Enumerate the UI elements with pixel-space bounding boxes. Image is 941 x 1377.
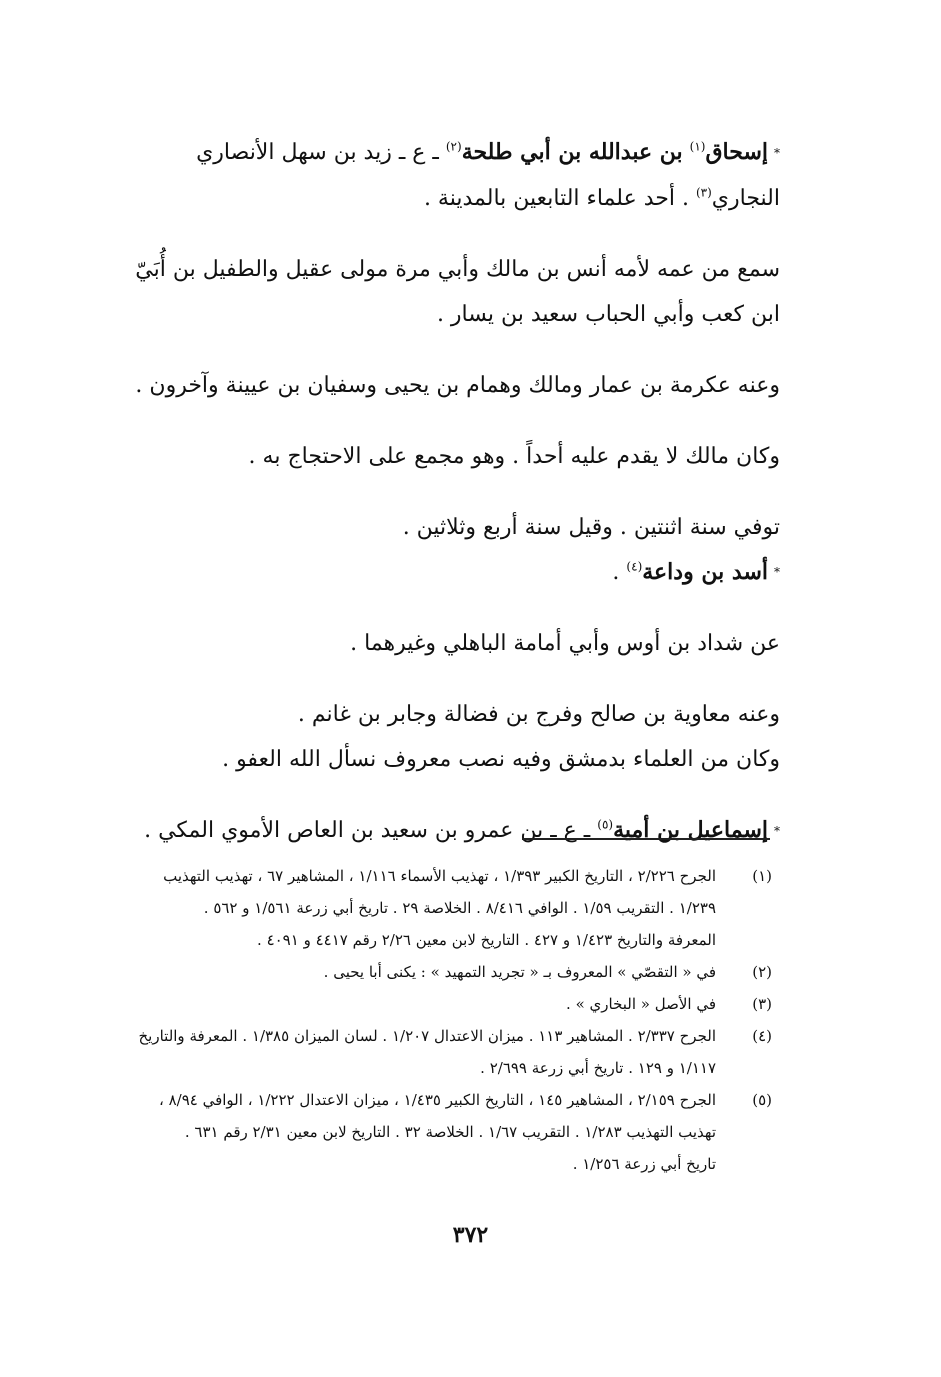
paragraph: وعنه عكرمة بن عمار ومالك وهمام بن يحيى وسفيان بن عيينة وآخرون . — [135, 372, 780, 398]
footnote-line: ١/٢٣٩ . التقريب ١/٥٩ . الوافي ٨/٤١٦ . الخلاصة ٢٩ . تاريخ أبي زرعة ١/٥٦١ و ٥٦٢ . — [203, 899, 716, 917]
footnote-ref: (١) — [689, 139, 706, 154]
entry-heading: إسماعيل بن أمية — [613, 817, 768, 843]
paragraph: ابن كعب وأبي الحباب سعيد بن يسار . — [436, 301, 780, 327]
footnote-line: ١/١١٧ و ١٢٩ . تاريخ أبي زرعة ٢/٦٩٩ . — [480, 1059, 716, 1077]
footnotes — [100, 860, 772, 1180]
entry-text: . أحد علماء التابعين بالمدينة . — [423, 185, 689, 211]
page-number: ٣٧٢ — [452, 1222, 489, 1248]
footnote-ref: (٣) — [695, 185, 712, 200]
entry-star-icon: * — [774, 565, 780, 579]
entry-text-line — [100, 176, 780, 221]
main-text — [100, 130, 780, 854]
footnote-line: في الأصل « البخاري » . — [566, 995, 716, 1013]
entry-star-icon: * — [774, 823, 780, 838]
entry-text: ـ ع ـ زيد بن سهل الأنصاري — [196, 140, 439, 165]
footnote-2 — [100, 956, 772, 988]
entry-star-icon: * — [774, 145, 780, 160]
paragraph: سمع من عمه لأمه أنس بن مالك وأبي مرة مولى عقيل والطفيل بن أُبَيّ — [135, 256, 780, 282]
footnote-4 — [100, 1020, 772, 1084]
footnote-number: (٣) — [752, 995, 772, 1013]
entry-asad — [100, 550, 780, 596]
footnote-number: (٢) — [752, 963, 772, 981]
paragraph: وعنه معاوية بن صالح وفرج بن فضالة وجابر بن غانم . — [297, 702, 780, 727]
footnote-ref: (٥) — [597, 817, 614, 832]
footnote-line: في « التقصّي » المعروف بـ « تجريد التمهيد » : يكنى أبا يحيى . — [323, 963, 716, 981]
entry-text: . — [612, 559, 620, 585]
footnote-number: (٥) — [752, 1091, 772, 1109]
entry-heading-rest: بن عبدالله بن أبي طلحة — [461, 139, 683, 165]
paragraph: توفي سنة اثنتين . وقيل سنة أربع وثلاثين . — [402, 514, 780, 540]
footnote-line: الجرح ٢/١٥٩ ، المشاهير ١٤٥ ، التاريخ الكبير ١/٤٣٥ ، ميزان الاعتدال ١/٢٢٢ ، الوافي ٨/٩٤ ، — [158, 1091, 716, 1109]
footnote-line: تاريخ أبي زرعة ١/٢٥٦ . — [572, 1155, 716, 1173]
footnote-divider — [522, 838, 770, 840]
footnote-ref: (٤) — [626, 559, 643, 574]
paragraph: وكان مالك لا يقدم عليه أحداً . وهو مجمع على الاحتجاج به . — [248, 443, 780, 469]
entry-text: النجاري — [711, 185, 780, 211]
entry-ismail — [100, 808, 780, 854]
paragraph: وكان من العلماء بدمشق وفيه نصب معروف نسأل الله العفو . — [222, 747, 780, 772]
footnote-line: الجرح ٢/٣٣٧ . المشاهير ١١٣ . ميزان الاعتدال ١/٢٠٧ . لسان الميزان ١/٣٨٥ . المعرفة والتاريخ — [138, 1027, 716, 1045]
footnote-line: الجرح ٢/٢٢٦ ، التاريخ الكبير ١/٣٩٣ ، تهذيب الأسماء ١/١١٦ ، المشاهير ٦٧ ، تهذيب التهذيب — [163, 867, 716, 885]
entry-text: ـ ع ـ بن عمرو بن سعيد بن العاص الأموي المكي . — [144, 818, 591, 843]
footnote-1 — [100, 860, 772, 956]
entry-ishaq — [100, 130, 780, 176]
paragraph: عن شداد بن أوس وأبي أمامة الباهلي وغيرهما . — [350, 631, 780, 656]
footnote-ref: (٢) — [445, 139, 462, 154]
footnote-number: (١) — [752, 867, 772, 885]
footnote-line: تهذيب التهذيب ١/٢٨٣ . التقريب ١/٦٧ . الخلاصة ٣٢ . التاريخ لابن معين ٢/٣١ رقم ٦٣١ . — [184, 1123, 716, 1141]
entry-heading: أسد بن وداعة — [642, 558, 768, 585]
footnote-3 — [100, 988, 772, 1020]
footnote-line: المعرفة والتاريخ ١/٤٢٣ و ٤٢٧ . التاريخ لابن معين ٢/٢٦ رقم ٤٤١٧ و ٤٠٩١ . — [257, 931, 716, 949]
footnote-number: (٤) — [752, 1027, 772, 1045]
entry-heading: إسحاق — [705, 139, 768, 165]
footnote-5 — [100, 1084, 772, 1180]
